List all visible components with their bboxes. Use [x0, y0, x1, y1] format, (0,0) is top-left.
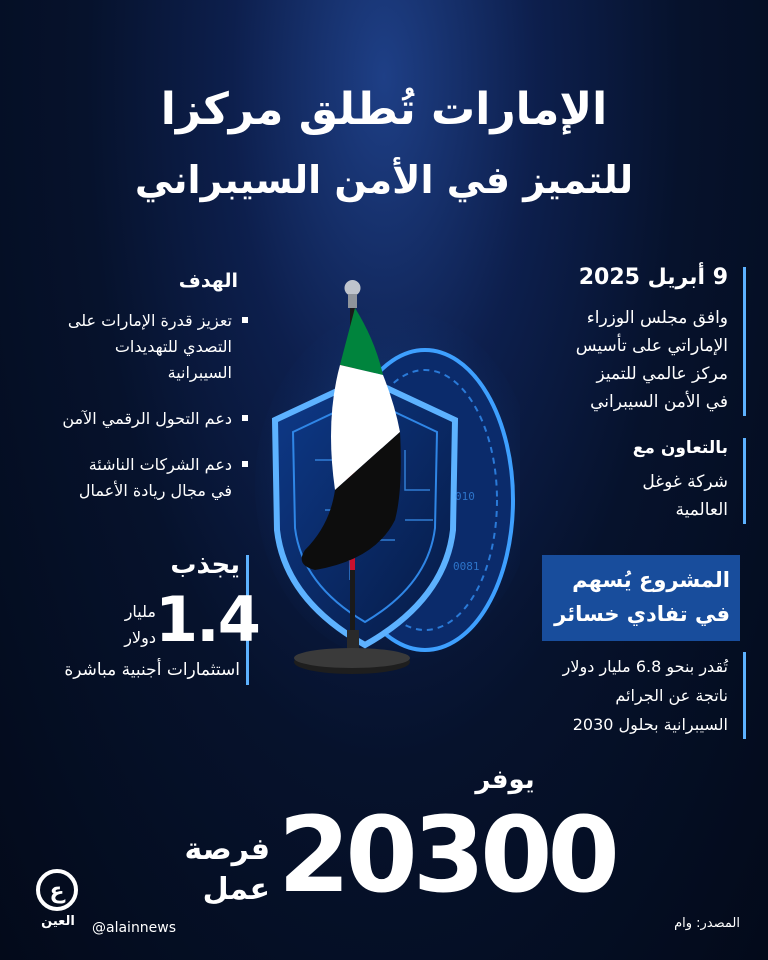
date-accent-bar	[743, 267, 746, 416]
date-body-line: مركز عالمي للتميز	[596, 364, 728, 384]
source-note: المصدر: وام	[674, 916, 740, 931]
goal-item	[30, 308, 248, 386]
bullet-icon	[242, 461, 248, 467]
loss-body-line: ناتجة عن الجرائم	[615, 686, 728, 705]
project-line-1: المشروع يُسهم	[572, 568, 730, 592]
project-box	[542, 555, 740, 641]
jobs-label: يوفر	[475, 765, 535, 795]
subtitle: للتميز في الأمن السيبراني	[134, 158, 634, 202]
investment-unit-1: مليار	[124, 602, 156, 621]
goal-item-line: في مجال ريادة الأعمال	[78, 481, 232, 500]
goal-list	[30, 308, 248, 524]
loss-body-line: تُقدر بنحو 6.8 مليار دولار	[562, 657, 728, 676]
bullet-icon	[242, 415, 248, 421]
partner-body-line: العالمية	[675, 500, 728, 520]
goal-item	[30, 452, 248, 504]
jobs-value: 20300	[278, 794, 615, 916]
investment-unit-2: دولار	[124, 628, 156, 647]
bullet-icon	[242, 317, 248, 323]
svg-text:0081: 0081	[453, 560, 480, 573]
social-handle[interactable]: @alainnews	[92, 920, 177, 936]
svg-text:010: 010	[455, 490, 475, 503]
loss-body	[510, 652, 728, 739]
jobs-unit-2: عمل	[202, 872, 270, 907]
logo-text: العين	[41, 914, 75, 929]
loss-accent-bar	[743, 652, 746, 739]
partner-section	[510, 438, 740, 524]
loss-body-line: السيبرانية بحلول 2030	[572, 715, 728, 734]
shield-flag-illustration	[255, 270, 520, 690]
goal-heading: الهدف	[178, 270, 238, 292]
partner-heading: بالتعاون مع	[632, 438, 728, 458]
partner-accent-bar	[743, 438, 746, 524]
loss-section	[510, 652, 740, 739]
investment-description: استثمارات أجنبية مباشرة	[64, 660, 240, 680]
investment-label: يجذب	[170, 550, 240, 580]
date-body-line: في الأمن السيبراني	[590, 392, 728, 412]
project-line-2: في تفادي خسائر	[554, 602, 730, 626]
date-heading: 9 أبريل 2025	[578, 265, 728, 290]
date-section	[490, 265, 740, 416]
date-body	[490, 304, 728, 416]
goal-item-line: دعم الشركات الناشئة	[88, 455, 232, 474]
goal-item-line: تعزيز قدرة الإمارات على	[67, 311, 232, 330]
investment-value: 1.4	[155, 583, 259, 656]
goal-item-line: السيبرانية	[167, 363, 232, 382]
pole-finial	[345, 280, 361, 296]
goal-item	[30, 406, 248, 432]
date-body-line: وافق مجلس الوزراء	[586, 308, 728, 328]
jobs-unit-1: فرصة	[184, 832, 270, 867]
partner-body-line: شركة غوغل	[642, 472, 728, 492]
partner-body	[510, 468, 728, 524]
date-body-line: الإماراتي على تأسيس	[575, 336, 728, 356]
main-title: الإمارات تُطلق مركزا	[160, 84, 608, 135]
goal-item-line: التصدي للتهديدات	[114, 337, 232, 356]
svg-text:ع: ع	[49, 879, 65, 904]
goal-item-line: دعم التحول الرقمي الآمن	[62, 409, 232, 428]
